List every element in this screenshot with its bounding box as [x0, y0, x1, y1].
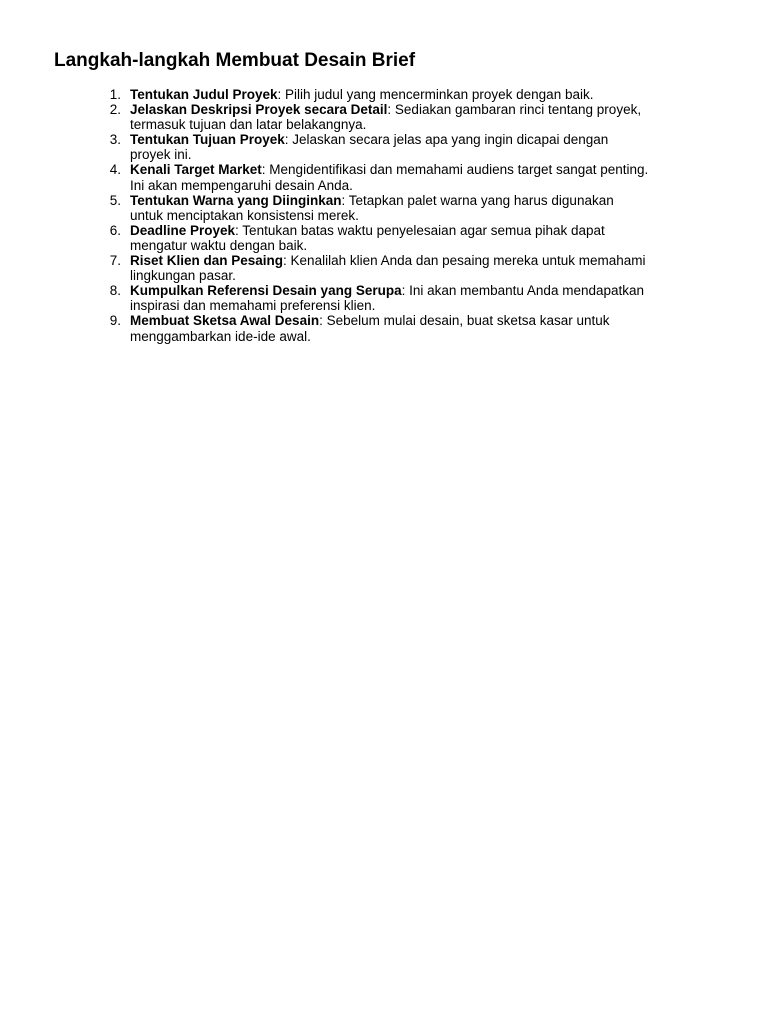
- item-term: Tentukan Tujuan Proyek: [130, 132, 285, 148]
- item-number: 8.: [109, 283, 121, 299]
- item-line-2: mengatur waktu dengan baik.: [130, 237, 308, 253]
- item-line-2: termasuk tujuan dan latar belakangnya.: [130, 117, 367, 133]
- item-line-2: menggambarkan ide-ide awal.: [130, 328, 311, 344]
- item-term: Tentukan Warna yang Diinginkan: [130, 192, 342, 208]
- item-number: 9.: [109, 313, 121, 329]
- item-term: Jelaskan Deskripsi Proyek secara Detail: [130, 102, 388, 118]
- item-line-2: Ini akan mempengaruhi desain Anda.: [130, 177, 353, 193]
- item-description: : Kenalilah klien Anda dan pesaing mereka untuk memahami: [283, 253, 646, 269]
- item-number: 4.: [109, 162, 121, 178]
- item-number: 7.: [109, 253, 121, 269]
- document-title: Langkah-langkah Membuat Desain Brief: [54, 50, 416, 71]
- list-item-7: [0, 253, 768, 283]
- item-line-1: [130, 87, 740, 102]
- list-item-3: [0, 132, 768, 162]
- item-number: 5.: [109, 192, 121, 208]
- item-line-2: untuk menciptakan konsistensi merek.: [130, 207, 359, 223]
- item-line-2: inspirasi dan memahami preferensi klien.: [130, 298, 376, 314]
- steps-list: [0, 87, 768, 344]
- item-line-1: [130, 313, 740, 328]
- item-line-1: [130, 132, 740, 147]
- list-item-1: [0, 87, 768, 102]
- item-line-1: [130, 283, 740, 298]
- item-number: 3.: [109, 132, 121, 148]
- item-term: Deadline Proyek: [130, 222, 236, 238]
- item-description: : Pilih judul yang mencerminkan proyek dengan baik.: [277, 87, 594, 102]
- item-number: 2.: [109, 102, 121, 118]
- item-term: Tentukan Judul Proyek: [130, 87, 278, 102]
- item-line-1: [130, 162, 740, 177]
- list-item-8: [0, 283, 768, 313]
- item-line-1: [130, 193, 740, 208]
- list-item-2: [0, 102, 768, 132]
- item-term: Kumpulkan Referensi Desain yang Serupa: [130, 283, 402, 299]
- item-number: 6.: [109, 222, 121, 238]
- list-item-9: [0, 313, 768, 343]
- item-description: : Ini akan membantu Anda mendapatkan: [401, 283, 645, 299]
- item-description: : Tentukan batas waktu penyelesaian agar semua pihak dapat: [235, 222, 605, 238]
- item-description: : Mengidentifikasi dan memahami audiens target sangat penting.: [261, 162, 649, 178]
- item-description: : Sediakan gambaran rinci tentang proyek,: [387, 102, 642, 118]
- item-term: Kenali Target Market: [130, 162, 262, 178]
- item-line-2: lingkungan pasar.: [130, 268, 236, 284]
- item-description: : Jelaskan secara jelas apa yang ingin dicapai dengan: [284, 132, 609, 148]
- item-number: 1.: [109, 87, 121, 102]
- item-description: : Sebelum mulai desain, buat sketsa kasar untuk: [319, 313, 610, 329]
- list-item-6: [0, 223, 768, 253]
- list-item-4: [0, 162, 768, 192]
- item-line-1: [130, 223, 740, 238]
- item-term: Riset Klien dan Pesaing: [130, 253, 284, 269]
- item-line-1: [130, 253, 740, 268]
- item-term: Membuat Sketsa Awal Desain: [130, 313, 320, 329]
- list-item-5: [0, 193, 768, 223]
- item-line-2: proyek ini.: [130, 147, 192, 163]
- item-line-1: [130, 102, 740, 117]
- item-description: : Tetapkan palet warna yang harus digunakan: [341, 192, 614, 208]
